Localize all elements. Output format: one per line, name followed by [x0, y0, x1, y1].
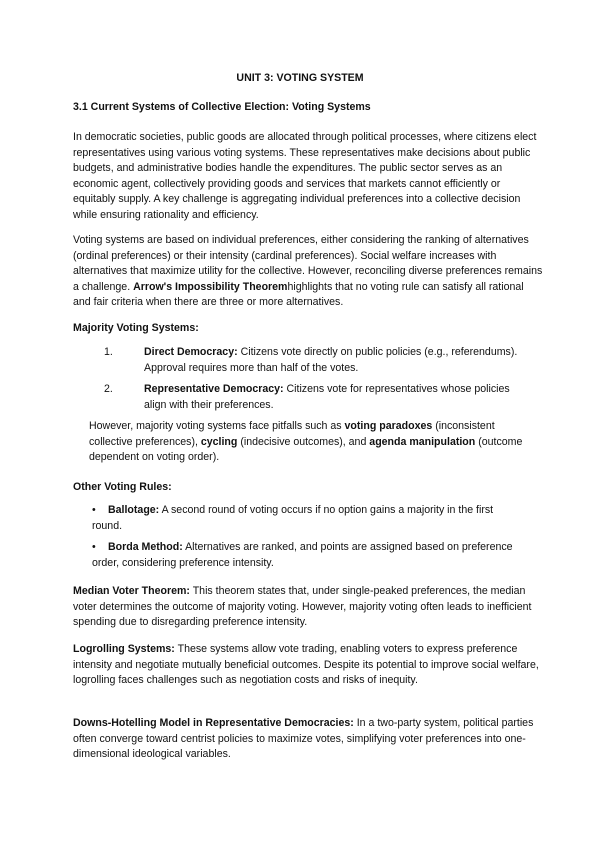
rule-text: Alternatives are ranked, and points are assigned based on preference order, considering preference intensity. — [92, 541, 513, 569]
intro-p2-text: Voting systems are based on individual preferences, either considering the ranking of alternatives (ordinal preferences) or their intensity (cardinal preferences). Social welfare increases with alternatives that maximize utility for the collective. However, reconciling diverse preferences remains a challenge. — [73, 234, 543, 293]
agenda-manipulation-term: agenda manipulation — [369, 435, 476, 448]
bullet-icon: • — [92, 541, 96, 553]
median-voter-text: This theorem states that, under single-peaked preferences, the median voter determines the outcome of majority voting. However, majority voting often leads to inefficient spending due to disregarding preference intensity. — [73, 585, 532, 629]
rule-term: Ballotage: — [108, 504, 160, 516]
other-rules-heading: Other Voting Rules: — [73, 481, 172, 493]
other-rule-borda — [92, 540, 522, 571]
list-term: Direct Democracy: — [144, 346, 238, 358]
list-text: Citizens vote directly on public policies (e.g., referendums). Approval requires more than half of the votes. — [144, 346, 518, 374]
unit-title: UNIT 3: VOTING SYSTEM — [236, 72, 364, 84]
majority-item-representative-democracy — [104, 382, 524, 413]
downs-hotelling-paragraph — [73, 716, 543, 763]
intro-p2-tail: highlights that no voting rule can satisfy all rational and fair criteria when there are three or more alternatives. — [73, 280, 524, 309]
intro-paragraph-1: In democratic societies, public goods are allocated through political processes, where citizens elect representatives using various voting systems. These representatives make decisions about public budgets, and administrative bodies handle the expenditures. The public sector serves as an economic agent, collectively providing goods and services that markets cannot efficiently or equitably supply. A key challenge is aggregating individual preferences into a collective decision while ensuring rationality and efficiency. — [73, 131, 537, 221]
downs-hotelling-text: In a two-party system, political parties often converge toward centrist policies to maximize votes, simplifying voter preferences into one-dimensional ideological variables. — [73, 717, 534, 761]
note-text: (indecisive outcomes), and — [237, 435, 370, 448]
rule-text: A second round of voting occurs if no option gains a majority in the first round. — [92, 504, 494, 532]
logrolling-term: Logrolling Systems: — [73, 643, 175, 655]
bullet-icon: • — [92, 504, 96, 516]
note-text: However, majority voting systems face pitfalls such as — [89, 420, 345, 432]
downs-hotelling-term: Downs-Hotelling Model in Representative Democracies: — [73, 717, 354, 729]
logrolling-paragraph — [73, 642, 543, 689]
other-rule-ballotage — [92, 503, 522, 534]
median-voter-paragraph — [73, 584, 543, 631]
rule-term: Borda Method: — [108, 541, 183, 553]
cycling-term: cycling — [200, 435, 238, 448]
section-heading: 3.1 Current Systems of Collective Election: Voting Systems — [73, 101, 371, 113]
list-number: 2. — [104, 383, 113, 395]
note-text: (inconsistent collective preferences), — [89, 420, 495, 448]
list-text: Citizens vote for representatives whose policies align with their preferences. — [144, 383, 510, 411]
intro-paragraph-2 — [73, 233, 543, 311]
majority-item-direct-democracy — [104, 345, 524, 376]
arrow-theorem-term: Arrow's Impossibility Theorem — [133, 280, 288, 293]
note-text: (outcome dependent on voting order). — [89, 435, 523, 464]
median-voter-term: Median Voter Theorem: — [73, 585, 190, 597]
majority-pitfalls-note — [89, 419, 529, 466]
logrolling-text: These systems allow vote trading, enabling voters to express preference intensity and negotiate mutually beneficial outcomes. Despite its potential to improve social welfare, logrolling faces challenges such as negotiation costs and risks of inequity. — [73, 643, 539, 687]
list-number: 1. — [104, 346, 113, 358]
voting-paradoxes-term: voting paradoxes — [344, 420, 433, 432]
majority-heading: Majority Voting Systems: — [73, 322, 199, 334]
list-term: Representative Democracy: — [144, 383, 284, 395]
